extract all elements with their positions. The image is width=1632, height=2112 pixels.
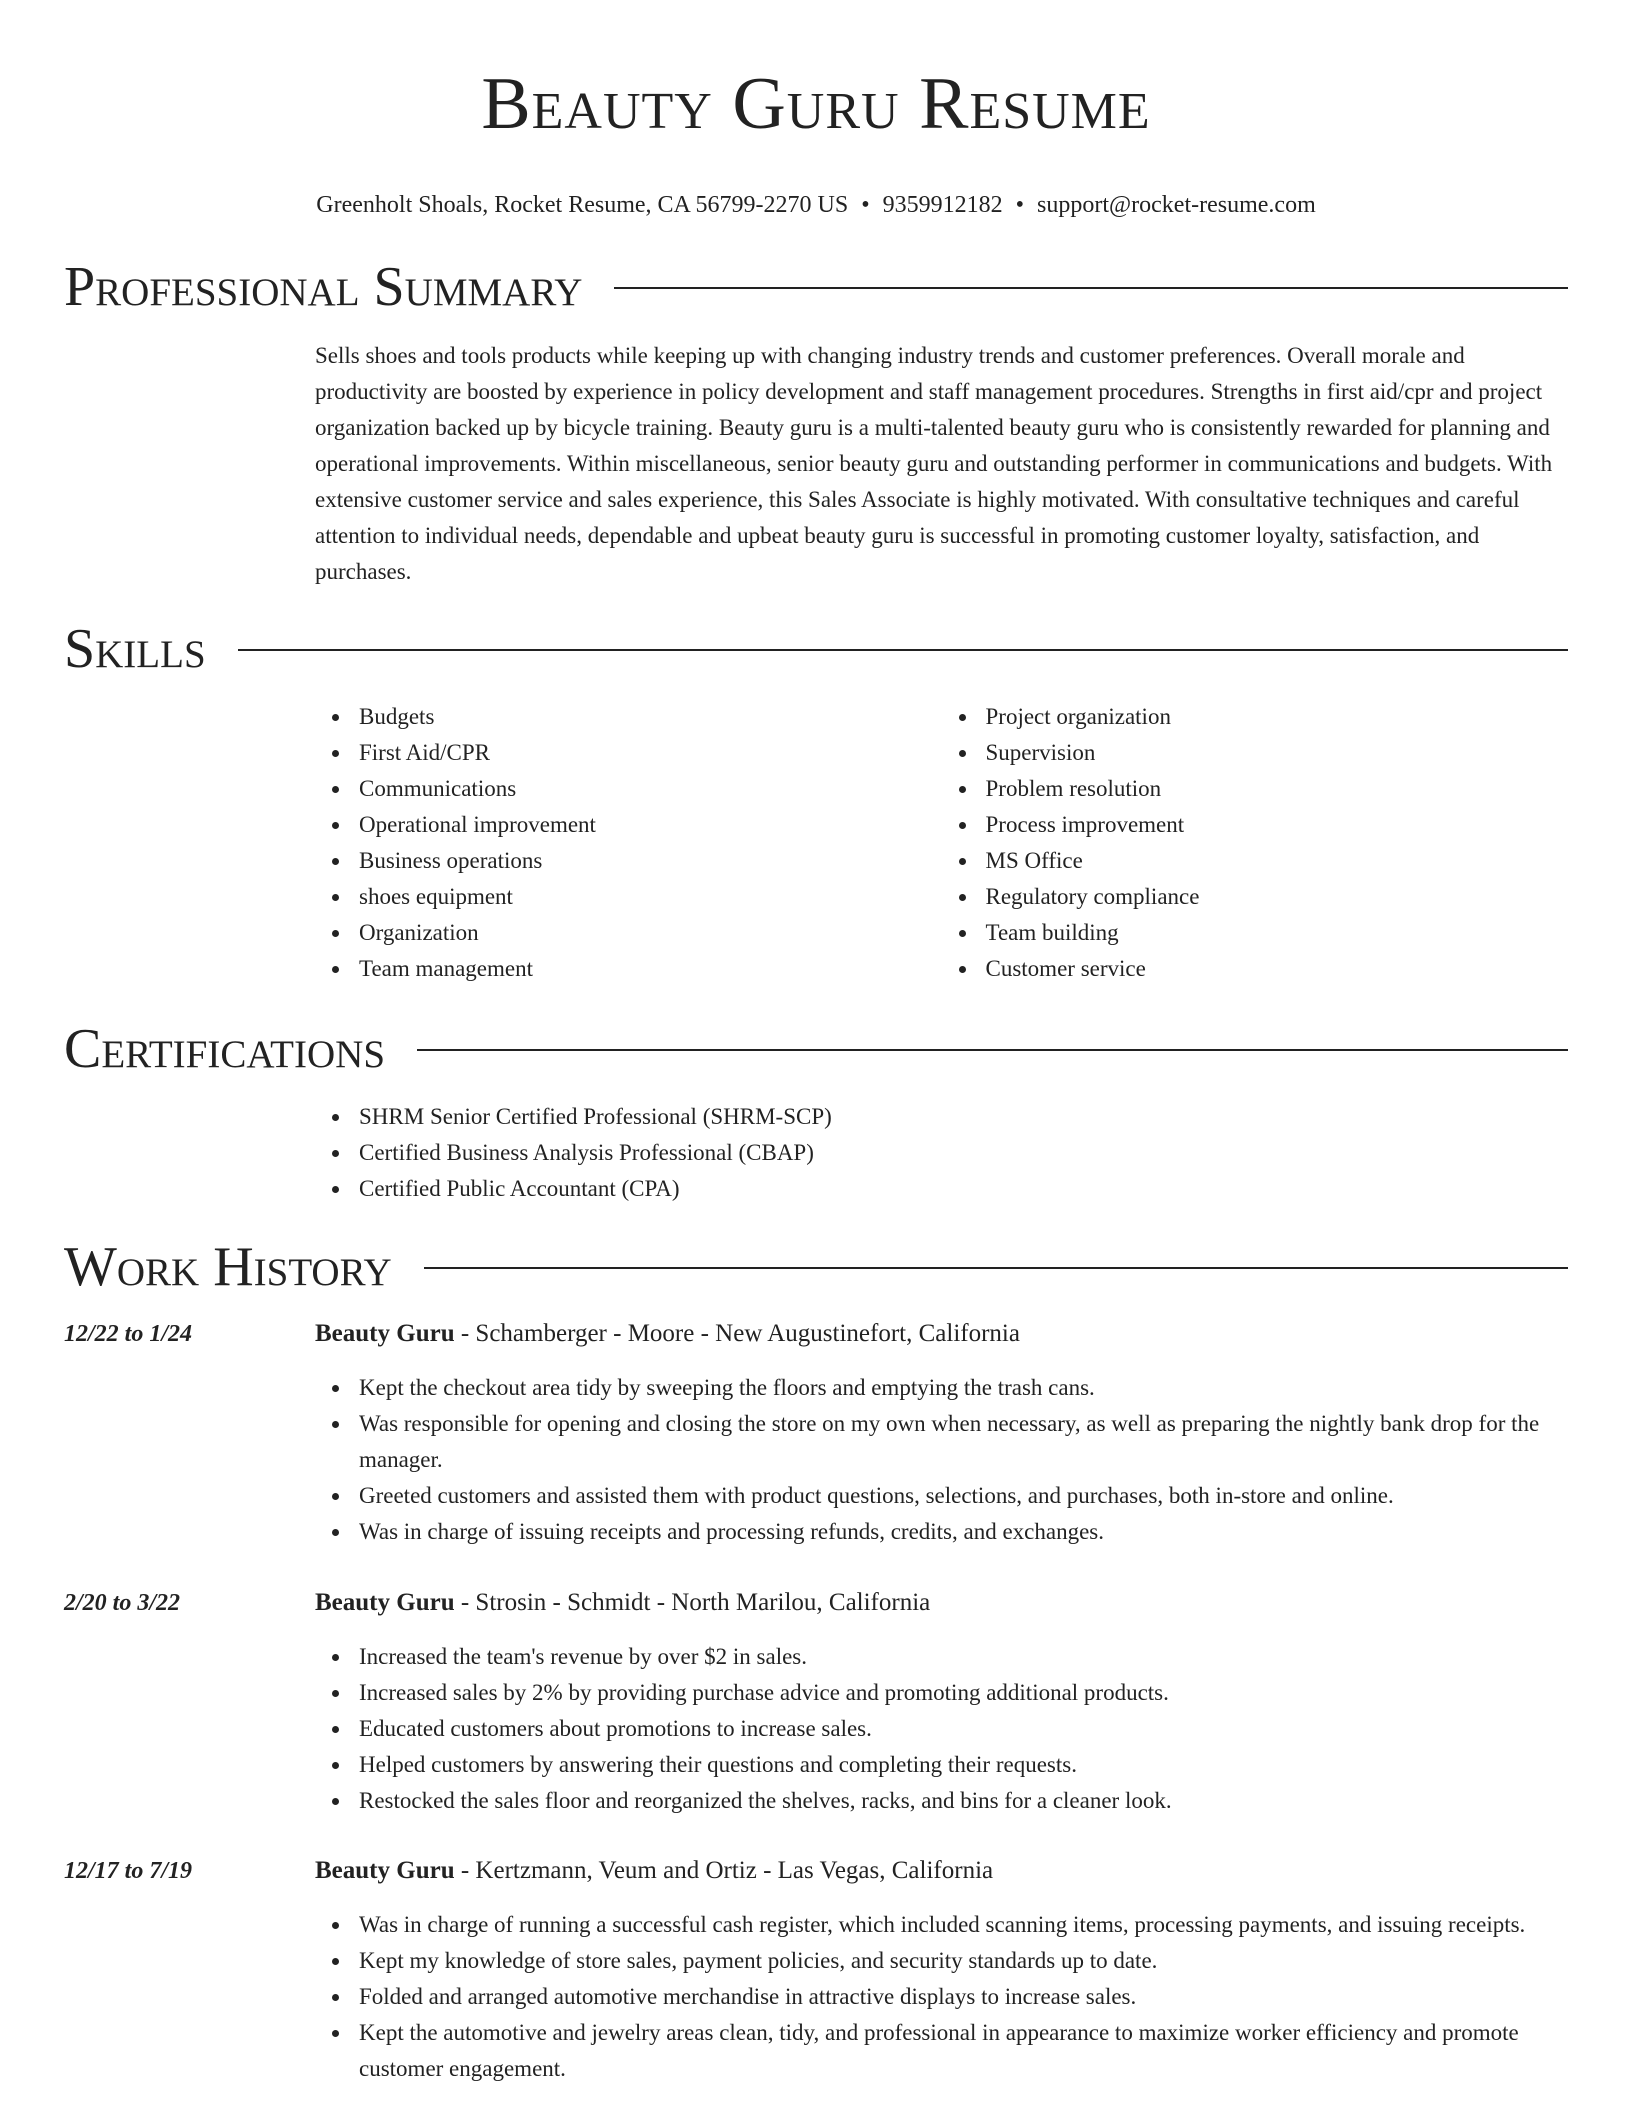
- job-duty-item: Kept the automotive and jewelry areas clean, tidy, and professional in appearance to maximize worker efficiency and promote customer engagement.: [359, 2015, 1568, 2087]
- job-employer-location: - Schamberger - Moore - New Augustinefort, California: [454, 1320, 1020, 1347]
- job-heading: [315, 1587, 930, 1619]
- job-duty-item: Folded and arranged automotive merchandise in attractive displays to increase sales.: [359, 1979, 1568, 2015]
- resume-name: Beauty Guru Resume: [481, 63, 1151, 145]
- certification-item: Certified Business Analysis Professional (CBAP): [359, 1135, 1568, 1171]
- resume-page: [64, 0, 1568, 2081]
- section-divider: [614, 287, 1568, 289]
- job-duty-item: Helped customers by answering their questions and completing their requests.: [359, 1747, 1568, 1783]
- contact-separator: •: [861, 192, 870, 218]
- skill-item: Operational improvement: [359, 807, 942, 843]
- summary-heading: Professional Summary: [64, 256, 583, 318]
- certifications-list: [315, 1099, 1568, 1207]
- job-dates: 2/20 to 3/22: [64, 1590, 181, 1616]
- job-dates: 12/17 to 7/19: [64, 1858, 193, 1884]
- job-duties-list: [315, 1907, 1568, 2087]
- summary-text: Sells shoes and tools products while keeping up with changing industry trends and customer preferences. Overall morale and productivity are boosted by experience in policy development and staff management procedures. Strengths in first aid/cpr and project organization backed up by bicycle training. Beauty guru is a multi-talented beauty guru who is consistently rewarded for planning and operational improvements. Within miscellaneous, senior beauty guru and outstanding performer in communications and budgets. With extensive customer service and sales experience, this Sales Associate is highly motivated. With consultative techniques and careful attention to individual needs, dependable and upbeat beauty guru is successful in promoting customer loyalty, satisfaction, and purchases.: [315, 343, 1553, 584]
- job-duties-list: [315, 1639, 1568, 1819]
- job-employer-location: - Kertzmann, Veum and Ortiz - Las Vegas, California: [454, 1857, 994, 1884]
- skills-section-header: [64, 617, 1568, 681]
- job-duty-item: Was responsible for opening and closing the store on my own when necessary, as well as preparing the nightly bank drop for the manager.: [359, 1406, 1568, 1478]
- certifications-heading: Certifications: [64, 1018, 386, 1080]
- contact-address: Greenholt Shoals, Rocket Resume, CA 56799-2270 US: [316, 192, 849, 218]
- certifications-section-header: [64, 1017, 1568, 1081]
- skill-item: Team building: [986, 915, 1569, 951]
- skill-item: Process improvement: [986, 807, 1569, 843]
- certification-item: Certified Public Accountant (CPA): [359, 1171, 1568, 1207]
- skill-item: Project organization: [986, 699, 1569, 735]
- work-heading: Work History: [64, 1236, 392, 1298]
- skill-item: Problem resolution: [986, 771, 1569, 807]
- section-divider: [417, 1049, 1568, 1051]
- job-duty-item: Was in charge of running a successful cash register, which included scanning items, processing payments, and issuing receipts.: [359, 1907, 1568, 1943]
- skill-item: Budgets: [359, 699, 942, 735]
- skill-item: Communications: [359, 771, 942, 807]
- job-duty-item: Increased sales by 2% by providing purchase advice and promoting additional products.: [359, 1675, 1568, 1711]
- job-heading: [315, 1318, 1020, 1350]
- skills-block: [315, 699, 1568, 987]
- contact-phone: 9359912182: [882, 192, 1003, 218]
- job-duty-item: Restocked the sales floor and reorganized the shelves, racks, and bins for a cleaner look.: [359, 1783, 1568, 1819]
- skill-item: Team management: [359, 951, 942, 987]
- job-duty-item: Was in charge of issuing receipts and processing refunds, credits, and exchanges.: [359, 1514, 1568, 1550]
- skill-item: Regulatory compliance: [986, 879, 1569, 915]
- skill-item: Business operations: [359, 843, 942, 879]
- job-dates: 12/22 to 1/24: [64, 1321, 193, 1347]
- job-title: Beauty Guru: [315, 1857, 455, 1884]
- skill-item: Customer service: [986, 951, 1569, 987]
- job-duty-item: Increased the team's revenue by over $2 in sales.: [359, 1639, 1568, 1675]
- job-title: Beauty Guru: [315, 1589, 455, 1616]
- summary-section-header: [64, 255, 1568, 319]
- section-divider: [238, 649, 1568, 651]
- contact-email: support@rocket-resume.com: [1037, 192, 1316, 218]
- job-duties-list: [315, 1370, 1568, 1550]
- skills-heading: Skills: [64, 618, 206, 680]
- skill-item: First Aid/CPR: [359, 735, 942, 771]
- skill-item: MS Office: [986, 843, 1569, 879]
- skill-item: Organization: [359, 915, 942, 951]
- certification-item: SHRM Senior Certified Professional (SHRM-SCP): [359, 1099, 1568, 1135]
- contact-separator: •: [1015, 192, 1025, 218]
- skill-item: Supervision: [986, 735, 1569, 771]
- job-duty-item: Kept the checkout area tidy by sweeping the floors and emptying the trash cans.: [359, 1370, 1568, 1406]
- job-duty-item: Greeted customers and assisted them with product questions, selections, and purchases, both in-store and online.: [359, 1478, 1568, 1514]
- job-heading: [315, 1855, 993, 1887]
- skills-right-list: [942, 699, 1569, 987]
- skill-item: shoes equipment: [359, 879, 942, 915]
- certifications-block: [315, 1099, 1568, 1207]
- work-section-header: [64, 1235, 1568, 1299]
- summary-block: [315, 338, 1568, 590]
- job-duty-item: Kept my knowledge of store sales, payment policies, and security standards up to date.: [359, 1943, 1568, 1979]
- job-duty-item: Educated customers about promotions to increase sales.: [359, 1711, 1568, 1747]
- job-employer-location: - Strosin - Schmidt - North Marilou, California: [454, 1589, 931, 1616]
- skills-left-list: [315, 699, 942, 987]
- section-divider: [424, 1267, 1568, 1269]
- job-title: Beauty Guru: [315, 1320, 455, 1347]
- contact-line: [64, 190, 1568, 220]
